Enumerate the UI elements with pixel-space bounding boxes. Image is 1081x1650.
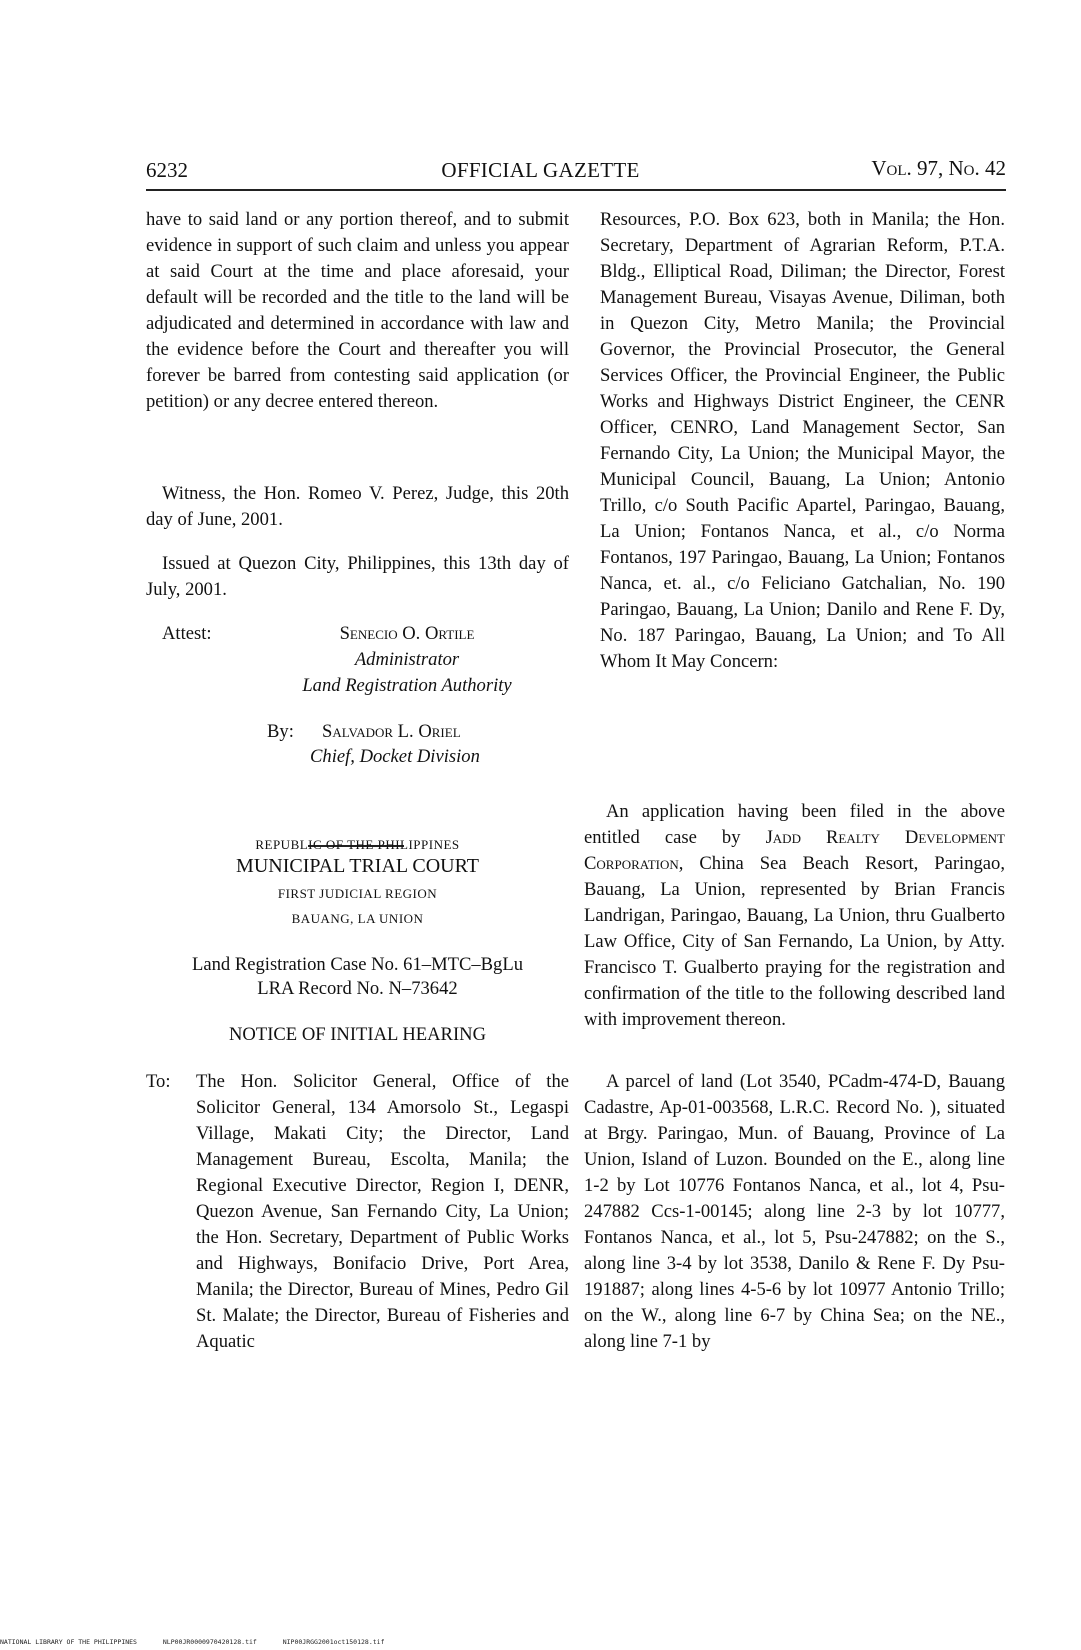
gazette-title: OFFICIAL GAZETTE xyxy=(441,158,640,182)
attest-name: Senecio O. Ortile xyxy=(339,623,475,644)
court-region: FIRST JUDICIAL REGION xyxy=(277,886,438,901)
parcel-paragraph xyxy=(584,1069,1005,1355)
header-rule xyxy=(146,189,1006,191)
application-pre: An application having been filed in the above entitled case by xyxy=(584,801,1005,848)
witness-text: Witness, the Hon. Romeo V. Perez, Judge, this 20th day of June, 2001. xyxy=(146,483,569,530)
application-paragraph xyxy=(584,799,1005,1033)
court-place: BAUANG, LA UNION xyxy=(291,911,424,926)
court-name: MUNICIPAL TRIAL COURT xyxy=(236,855,479,877)
to-label: To: xyxy=(146,1071,171,1092)
issued-paragraph xyxy=(146,551,569,603)
attest-org: Land Registration Authority xyxy=(302,675,512,696)
footer-file1: NLP00JR0000970420128.tif xyxy=(162,1638,257,1646)
by-title: Chief, Docket Division xyxy=(310,746,480,767)
by-label: By: xyxy=(267,721,294,742)
addressees-text: Resources, P.O. Box 623, both in Manila; the Hon. Secretary, Department of Agrarian Reform, P.T.A. Bldg., Elliptical Road, Diliman; the Director, Forest Management Bureau, Visayas Avenue, Diliman, both in Quezon City, Metro Manila; the Provincial Governor, the Provincial Prosecutor, the General Services Officer, the Provincial Engineer, the Public Works and Highways District Engineer, the CENR Officer, CENRO, Land Management Sector, San Fernando City, La Union; the Municipal Mayor, the Municipal Council, Bauang, La Union; Antonio Trillo, c/o South Pacific Apartel, Paringao, Bauang, La Union; Fontanos Nanca, et al., c/o Norma Fontanos, 197 Paringao, Bauang, La Union; Fontanos Nanca, et. al., c/o Feliciano Gatchalian, No. 190 Paringao, Bauang, La Union; Danilo and Rene F. Dy, No. 187 Paringao, Bauang, La Union; and To All Whom It May Concern: xyxy=(600,209,1005,672)
by-name: Salvador L. Oriel xyxy=(322,721,461,742)
witness-paragraph xyxy=(146,481,569,533)
application-text xyxy=(584,799,1005,1033)
volume-info: Vol. 97, No. 42 xyxy=(871,156,1006,180)
to-addressees: The Hon. Solicitor General, Office of the Solicitor General, 134 Amorsolo St., Legaspi Village, Makati City; the Director, Land Management Bureau, Escolta, Manila; the Regional Executive Director, Region I, DENR, Quezon Avenue, San Fernando City, La Union; the Hon. Secretary, Department of Public Works and Highways, Bonifacio Drive, Port Area, Manila; the Director, Bureau of Mines, Pedro Gil St. Malate; the Director, Bureau of Fisheries and Aquatic xyxy=(196,1071,569,1352)
applicant-name: Jadd Realty Development Corporation xyxy=(584,827,1005,874)
scan-footer xyxy=(0,1638,406,1646)
paragraph-claim: have to said land or any portion thereof, and to submit evidence in support of such claim and unless you appear at said Court at the time and place aforesaid, your default will be recorded and the title to the land will be adjudicated and determined in accordance with law and the evidence before the Court and thereafter you will forever be barred from contesting said application (or petition) or any decree entered thereon. xyxy=(146,209,569,412)
left-column xyxy=(146,207,569,415)
issued-text: Issued at Quezon City, Philippines, this 13th day of July, 2001. xyxy=(146,553,569,600)
to-block xyxy=(146,1069,569,1355)
attest-label: Attest: xyxy=(162,623,212,644)
attest-title: Administrator xyxy=(354,649,460,670)
court-republic: REPUBLIC OF THE PHILIPPINES xyxy=(255,837,460,852)
notice-title: NOTICE OF INITIAL HEARING xyxy=(229,1024,486,1045)
parcel-text: A parcel of land (Lot 3540, PCadm-474-D, Bauang Cadastre, Ap-01-003568, L.R.C. Record No. ), situated at Brgy. Paringao, Mun. of Bauang, Province of La Union, Island of Luzon. Bounded on the E., along line 1-2 by Lot 10776 Fontanos Nanca, et al., lot 4, Psu-247882 Ccs-1-00145; along line 2-3 by lot 10777, Fontanos Nanca, et al., lot 5, Psu-247882; on the S., along line 3-4 by lot 3538, Danilo & Rene F. Dy Psu-191887; along lines 4-5-6 by lot 10977 Antonio Trillo; on the W., along line 6-7 by China Sea; on the NE., along line 7-1 by xyxy=(584,1071,1005,1352)
page-number: 6232 xyxy=(146,158,188,182)
right-addressees xyxy=(584,207,1005,675)
footer-library: NATIONAL LIBRARY OF THE PHILIPPINES xyxy=(0,1638,137,1646)
case-number: Land Registration Case No. 61–MTC–BgLu xyxy=(191,954,524,975)
footer-file2: NIP00JRGG2001oct150128.tif xyxy=(282,1638,385,1646)
application-post: , China Sea Beach Resort, Paringao, Bauang, La Union, represented by Brian Francis Landrigan, Paringao, Bauang, La Union, thru Gualberto Law Office, City of San Fernando, La Union, by Atty. Francisco T. Gualberto praying for the registration and confirmation of the title to the following described land with improvement thereon. xyxy=(584,853,1005,1030)
lra-record-number: LRA Record No. N–73642 xyxy=(257,978,458,999)
